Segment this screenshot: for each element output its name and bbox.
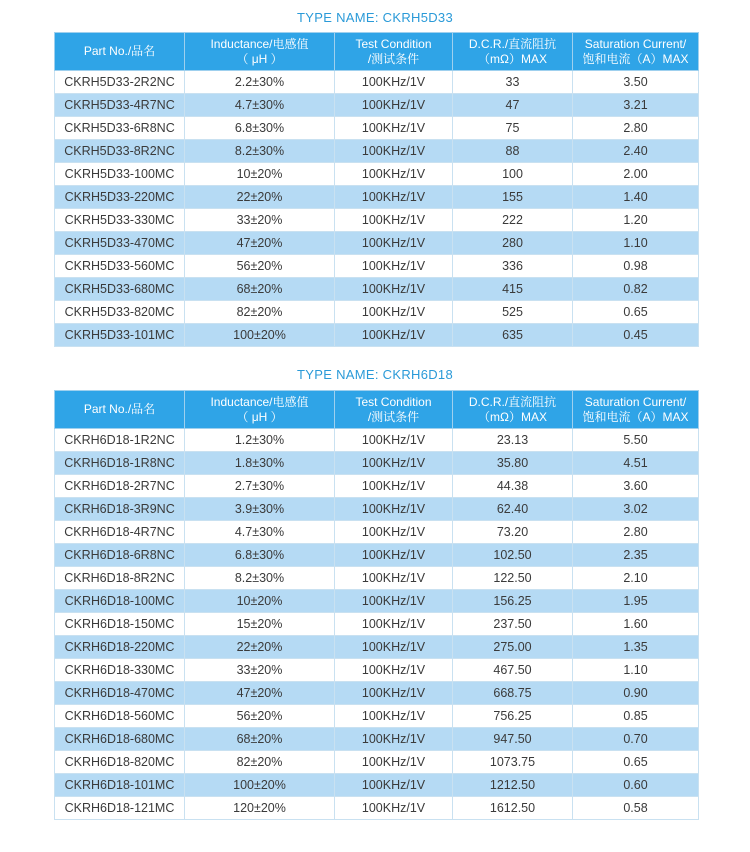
inductance-cell: 2.2±30% — [185, 71, 335, 94]
saturation-current-cell: 0.90 — [573, 682, 699, 705]
dcr-cell: 525 — [453, 301, 573, 324]
header-line1: Saturation Current/ — [584, 36, 687, 51]
saturation-current-cell: 0.58 — [573, 797, 699, 820]
dcr-cell: 1612.50 — [453, 797, 573, 820]
inductance-cell: 6.8±30% — [185, 544, 335, 567]
inductance-cell: 2.7±30% — [185, 475, 335, 498]
table-row — [55, 705, 699, 728]
part-no-cell: CKRH6D18-820MC — [55, 751, 185, 774]
table-row — [55, 498, 699, 521]
dcr-cell: 467.50 — [453, 659, 573, 682]
inductance-cell: 56±20% — [185, 705, 335, 728]
saturation-current-cell: 5.50 — [573, 429, 699, 452]
inductance-cell: 4.7±30% — [185, 94, 335, 117]
dcr-cell: 237.50 — [453, 613, 573, 636]
header-saturation-current — [573, 33, 699, 71]
saturation-current-cell: 2.80 — [573, 117, 699, 140]
part-no-cell: CKRH6D18-220MC — [55, 636, 185, 659]
table-row — [55, 452, 699, 475]
saturation-current-cell: 1.40 — [573, 186, 699, 209]
part-no-cell: CKRH5D33-4R7NC — [55, 94, 185, 117]
saturation-current-cell: 2.35 — [573, 544, 699, 567]
dcr-cell: 102.50 — [453, 544, 573, 567]
header-line2: 饱和电流（A）MAX — [582, 409, 689, 424]
inductance-cell: 33±20% — [185, 209, 335, 232]
table-row — [55, 636, 699, 659]
test-condition-cell: 100KHz/1V — [335, 774, 453, 797]
inductance-cell: 120±20% — [185, 797, 335, 820]
test-condition-cell: 100KHz/1V — [335, 797, 453, 820]
dcr-cell: 156.25 — [453, 590, 573, 613]
header-test-condition — [335, 33, 453, 71]
part-no-cell: CKRH6D18-4R7NC — [55, 521, 185, 544]
dcr-cell: 336 — [453, 255, 573, 278]
inductance-cell: 47±20% — [185, 682, 335, 705]
part-no-cell: CKRH6D18-3R9NC — [55, 498, 185, 521]
saturation-current-cell: 3.50 — [573, 71, 699, 94]
saturation-current-cell: 1.20 — [573, 209, 699, 232]
test-condition-cell: 100KHz/1V — [335, 278, 453, 301]
dcr-cell: 33 — [453, 71, 573, 94]
dcr-cell: 275.00 — [453, 636, 573, 659]
saturation-current-cell: 1.35 — [573, 636, 699, 659]
table-row — [55, 324, 699, 347]
dcr-cell: 44.38 — [453, 475, 573, 498]
table-row — [55, 751, 699, 774]
dcr-cell: 73.20 — [453, 521, 573, 544]
header-inductance — [185, 391, 335, 429]
saturation-current-cell: 0.85 — [573, 705, 699, 728]
header-line2: （mΩ）MAX — [478, 51, 547, 66]
table-row — [55, 797, 699, 820]
header-line1: Inductance/电感值 — [210, 36, 309, 51]
part-no-cell: CKRH6D18-1R2NC — [55, 429, 185, 452]
test-condition-cell: 100KHz/1V — [335, 117, 453, 140]
saturation-current-cell: 0.98 — [573, 255, 699, 278]
table-row — [55, 613, 699, 636]
table-header-row — [55, 391, 699, 429]
part-no-cell: CKRH6D18-150MC — [55, 613, 185, 636]
inductance-cell: 68±20% — [185, 728, 335, 751]
saturation-current-cell: 1.10 — [573, 659, 699, 682]
test-condition-cell: 100KHz/1V — [335, 255, 453, 278]
saturation-current-cell: 4.51 — [573, 452, 699, 475]
table-row — [55, 728, 699, 751]
inductance-cell: 10±20% — [185, 163, 335, 186]
header-test-condition — [335, 391, 453, 429]
test-condition-cell: 100KHz/1V — [335, 71, 453, 94]
test-condition-cell: 100KHz/1V — [335, 567, 453, 590]
table-row — [55, 301, 699, 324]
test-condition-cell: 100KHz/1V — [335, 140, 453, 163]
header-line1: Part No./品名 — [83, 44, 156, 58]
inductance-cell: 82±20% — [185, 751, 335, 774]
test-condition-cell: 100KHz/1V — [335, 301, 453, 324]
dcr-cell: 75 — [453, 117, 573, 140]
table-row — [55, 186, 699, 209]
header-saturation-current — [573, 391, 699, 429]
part-no-cell: CKRH6D18-330MC — [55, 659, 185, 682]
saturation-current-cell: 1.10 — [573, 232, 699, 255]
inductance-cell: 100±20% — [185, 324, 335, 347]
inductance-cell: 56±20% — [185, 255, 335, 278]
table-row — [55, 232, 699, 255]
table-row — [55, 255, 699, 278]
header-line1: Inductance/电感值 — [210, 394, 309, 409]
part-no-cell: CKRH6D18-8R2NC — [55, 567, 185, 590]
spec-table-ckrh5d33 — [54, 32, 699, 347]
saturation-current-cell: 2.80 — [573, 521, 699, 544]
table-row — [55, 429, 699, 452]
header-line1: D.C.R./直流阻抗 — [468, 36, 557, 51]
test-condition-cell: 100KHz/1V — [335, 452, 453, 475]
header-line2: 饱和电流（A）MAX — [582, 51, 689, 66]
saturation-current-cell: 2.40 — [573, 140, 699, 163]
table-header-row — [55, 33, 699, 71]
test-condition-cell: 100KHz/1V — [335, 186, 453, 209]
table-row — [55, 682, 699, 705]
test-condition-cell: 100KHz/1V — [335, 324, 453, 347]
inductance-cell: 47±20% — [185, 232, 335, 255]
table-row — [55, 521, 699, 544]
header-line1: Part No./品名 — [83, 402, 156, 416]
saturation-current-cell: 1.60 — [573, 613, 699, 636]
saturation-current-cell: 3.21 — [573, 94, 699, 117]
dcr-cell: 88 — [453, 140, 573, 163]
section-title: TYPE NAME: CKRH5D33 — [297, 10, 453, 25]
table-row — [55, 163, 699, 186]
part-no-cell: CKRH5D33-2R2NC — [55, 71, 185, 94]
header-dcr — [453, 391, 573, 429]
test-condition-cell: 100KHz/1V — [335, 705, 453, 728]
section-title: TYPE NAME: CKRH6D18 — [297, 367, 453, 382]
header-dcr — [453, 33, 573, 71]
table-row — [55, 94, 699, 117]
inductance-cell: 22±20% — [185, 186, 335, 209]
test-condition-cell: 100KHz/1V — [335, 613, 453, 636]
header-line1: Saturation Current/ — [584, 394, 687, 409]
header-line1: D.C.R./直流阻抗 — [468, 394, 557, 409]
test-condition-cell: 100KHz/1V — [335, 475, 453, 498]
dcr-cell: 280 — [453, 232, 573, 255]
dcr-cell: 635 — [453, 324, 573, 347]
inductance-cell: 6.8±30% — [185, 117, 335, 140]
part-no-cell: CKRH6D18-101MC — [55, 774, 185, 797]
dcr-cell: 668.75 — [453, 682, 573, 705]
saturation-current-cell: 0.65 — [573, 301, 699, 324]
saturation-current-cell: 0.45 — [573, 324, 699, 347]
spec-table-ckrh6d18 — [54, 390, 699, 820]
inductance-cell: 8.2±30% — [185, 567, 335, 590]
dcr-cell: 947.50 — [453, 728, 573, 751]
part-no-cell: CKRH6D18-1R8NC — [55, 452, 185, 475]
saturation-current-cell: 0.60 — [573, 774, 699, 797]
part-no-cell: CKRH5D33-330MC — [55, 209, 185, 232]
table-row — [55, 209, 699, 232]
inductance-cell: 1.2±30% — [185, 429, 335, 452]
inductance-cell: 15±20% — [185, 613, 335, 636]
part-no-cell: CKRH5D33-220MC — [55, 186, 185, 209]
saturation-current-cell: 0.82 — [573, 278, 699, 301]
table-row — [55, 140, 699, 163]
test-condition-cell: 100KHz/1V — [335, 232, 453, 255]
table-row — [55, 278, 699, 301]
table-row — [55, 117, 699, 140]
header-inductance — [185, 33, 335, 71]
part-no-cell: CKRH6D18-470MC — [55, 682, 185, 705]
test-condition-cell: 100KHz/1V — [335, 636, 453, 659]
test-condition-cell: 100KHz/1V — [335, 521, 453, 544]
dcr-cell: 155 — [453, 186, 573, 209]
saturation-current-cell: 2.00 — [573, 163, 699, 186]
inductance-cell: 3.9±30% — [185, 498, 335, 521]
test-condition-cell: 100KHz/1V — [335, 429, 453, 452]
saturation-current-cell: 3.02 — [573, 498, 699, 521]
inductance-cell: 68±20% — [185, 278, 335, 301]
header-part-no — [55, 33, 185, 71]
inductance-cell: 33±20% — [185, 659, 335, 682]
part-no-cell: CKRH5D33-820MC — [55, 301, 185, 324]
inductance-cell: 100±20% — [185, 774, 335, 797]
header-line2: /测试条件 — [367, 409, 420, 424]
saturation-current-cell: 0.65 — [573, 751, 699, 774]
test-condition-cell: 100KHz/1V — [335, 590, 453, 613]
part-no-cell: CKRH5D33-8R2NC — [55, 140, 185, 163]
test-condition-cell: 100KHz/1V — [335, 94, 453, 117]
inductance-cell: 8.2±30% — [185, 140, 335, 163]
test-condition-cell: 100KHz/1V — [335, 728, 453, 751]
inductance-cell: 82±20% — [185, 301, 335, 324]
test-condition-cell: 100KHz/1V — [335, 209, 453, 232]
table-row — [55, 590, 699, 613]
header-line1: Test Condition — [355, 394, 432, 409]
table-row — [55, 71, 699, 94]
inductance-cell: 22±20% — [185, 636, 335, 659]
saturation-current-cell: 0.70 — [573, 728, 699, 751]
part-no-cell: CKRH5D33-100MC — [55, 163, 185, 186]
inductance-cell: 1.8±30% — [185, 452, 335, 475]
dcr-cell: 100 — [453, 163, 573, 186]
part-no-cell: CKRH6D18-2R7NC — [55, 475, 185, 498]
dcr-cell: 1073.75 — [453, 751, 573, 774]
part-no-cell: CKRH5D33-560MC — [55, 255, 185, 278]
header-line2: （ μH ） — [236, 409, 283, 424]
part-no-cell: CKRH6D18-560MC — [55, 705, 185, 728]
inductance-cell: 10±20% — [185, 590, 335, 613]
dcr-cell: 62.40 — [453, 498, 573, 521]
inductance-cell: 4.7±30% — [185, 521, 335, 544]
test-condition-cell: 100KHz/1V — [335, 498, 453, 521]
dcr-cell: 222 — [453, 209, 573, 232]
table-row — [55, 544, 699, 567]
dcr-cell: 23.13 — [453, 429, 573, 452]
saturation-current-cell: 1.95 — [573, 590, 699, 613]
header-line1: Test Condition — [355, 36, 432, 51]
part-no-cell: CKRH5D33-101MC — [55, 324, 185, 347]
saturation-current-cell: 2.10 — [573, 567, 699, 590]
part-no-cell: CKRH5D33-6R8NC — [55, 117, 185, 140]
part-no-cell: CKRH6D18-6R8NC — [55, 544, 185, 567]
dcr-cell: 756.25 — [453, 705, 573, 728]
dcr-cell: 47 — [453, 94, 573, 117]
dcr-cell: 1212.50 — [453, 774, 573, 797]
test-condition-cell: 100KHz/1V — [335, 659, 453, 682]
part-no-cell: CKRH6D18-121MC — [55, 797, 185, 820]
header-line2: （mΩ）MAX — [478, 409, 547, 424]
table-row — [55, 567, 699, 590]
header-part-no — [55, 391, 185, 429]
part-no-cell: CKRH5D33-680MC — [55, 278, 185, 301]
dcr-cell: 415 — [453, 278, 573, 301]
header-line2: /测试条件 — [367, 51, 420, 66]
test-condition-cell: 100KHz/1V — [335, 163, 453, 186]
saturation-current-cell: 3.60 — [573, 475, 699, 498]
table-row — [55, 774, 699, 797]
table-row — [55, 659, 699, 682]
test-condition-cell: 100KHz/1V — [335, 751, 453, 774]
part-no-cell: CKRH5D33-470MC — [55, 232, 185, 255]
dcr-cell: 35.80 — [453, 452, 573, 475]
part-no-cell: CKRH6D18-680MC — [55, 728, 185, 751]
test-condition-cell: 100KHz/1V — [335, 682, 453, 705]
part-no-cell: CKRH6D18-100MC — [55, 590, 185, 613]
header-line2: （ μH ） — [236, 51, 283, 66]
dcr-cell: 122.50 — [453, 567, 573, 590]
table-row — [55, 475, 699, 498]
test-condition-cell: 100KHz/1V — [335, 544, 453, 567]
